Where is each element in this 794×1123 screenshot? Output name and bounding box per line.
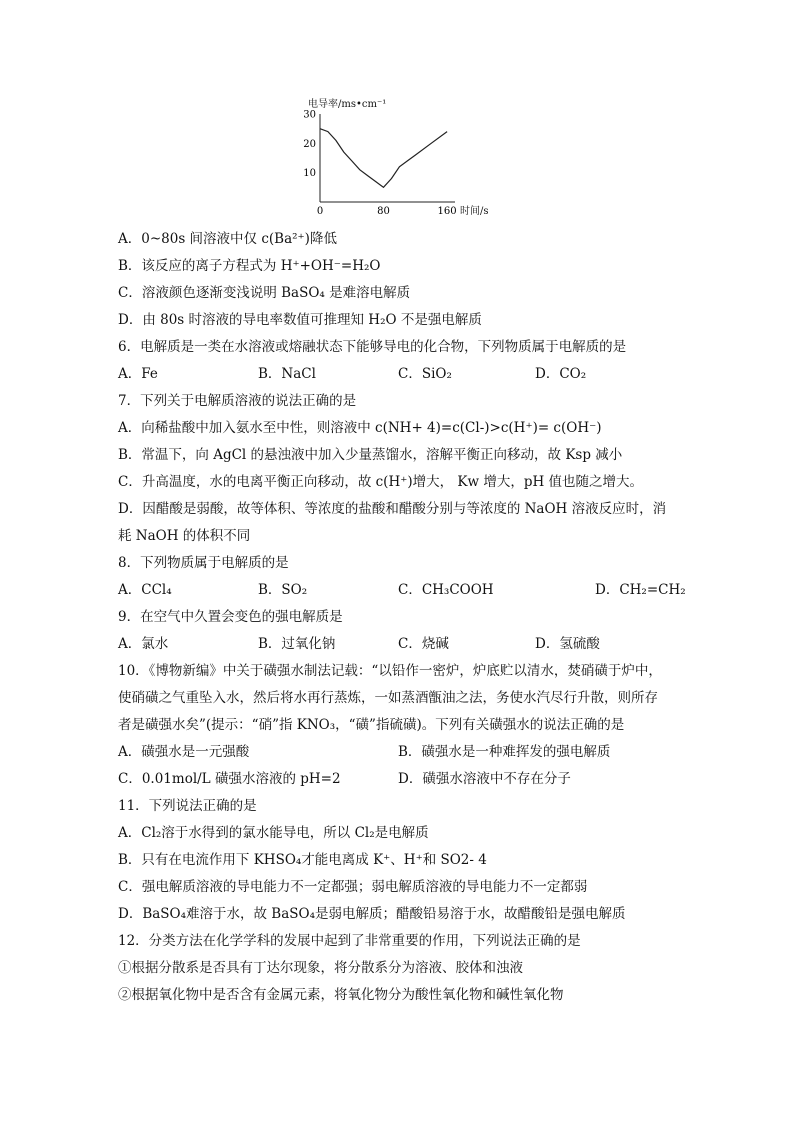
q10-stem-line2: 使硝磺之气重坠入水，然后将水再行蒸炼，一如蒸酒甑油之法，务使水汽尽行升散，则所存 <box>118 690 658 706</box>
q11-option-a: A．Cl₂溶于水得到的氯水能导电，所以 Cl₂是电解质 <box>118 825 429 841</box>
y-tick-label: 20 <box>303 138 316 150</box>
q6-option-a: A．Fe <box>118 366 158 382</box>
q10-option-b: B．磺强水是一种难挥发的强电解质 <box>398 744 611 760</box>
y-tick-label: 30 <box>303 109 316 121</box>
q9-stem: 9．在空气中久置会变色的强电解质是 <box>118 609 343 625</box>
q6-stem: 6．电解质是一类在水溶液或熔融状态下能够导电的化合物，下列物质属于电解质的是 <box>118 339 627 355</box>
q10-option-c: C．0.01mol/L 磺强水溶液的 pH=2 <box>118 771 341 787</box>
q12-stem: 12．分类方法在化学学科的发展中起到了非常重要的作用，下列说法正确的是 <box>118 933 581 949</box>
q8-option-b: B．SO₂ <box>258 582 308 598</box>
q10-option-d: D．磺强水溶液中不存在分子 <box>398 771 571 787</box>
x-tick-label: 160 <box>437 206 457 217</box>
q12-statement-2: ②根据氧化物中是否含有金属元素，将氧化物分为酸性氧化物和碱性氧化物 <box>118 987 564 1003</box>
q8-stem: 8．下列物质属于电解质的是 <box>118 555 289 571</box>
chart-y-label: 电导率/ms•cm⁻¹ <box>308 99 387 110</box>
q8-option-d: D．CH₂=CH₂ <box>595 582 686 598</box>
x-tick-label: 0 <box>316 206 324 217</box>
q10-stem-line3: 者是磺强水矣”(提示：“硝”指 KNO₃，“磺”指硫磺)。下列有关磺强水的说法正确的是 <box>118 717 625 733</box>
q6-option-b: B．NaCl <box>258 366 316 382</box>
x-tick-label: 80 <box>377 206 390 217</box>
q6-option-c: C．SiO₂ <box>398 366 452 382</box>
q10-stem-line1: 10．《博物新编》中关于磺强水制法记载：“以铅作一密炉，炉底贮以清水，焚硝磺于炉中， <box>118 663 662 679</box>
q11-option-b: B．只有在电流作用下 KHSO₄才能电离成 K⁺、H⁺和 SO2- 4 <box>118 852 487 868</box>
q12-statement-1: ①根据分散系是否具有丁达尔现象，将分散系分为溶液、胶体和浊液 <box>118 960 523 976</box>
q9-option-a: A．氯水 <box>118 636 169 652</box>
conductivity-chart <box>290 92 510 222</box>
q9-option-c: C．烧碱 <box>398 636 449 652</box>
q8-option-a: A．CCl₄ <box>118 582 172 598</box>
q11-option-c: C．强电解质溶液的导电能力不一定都强；弱电解质溶液的导电能力不一定都弱 <box>118 879 588 895</box>
q5-option-c: C．溶液颜色逐渐变浅说明 BaSO₄ 是难溶电解质 <box>118 285 411 301</box>
conductivity-series-line <box>320 129 447 188</box>
q7-stem: 7．下列关于电解质溶液的说法正确的是 <box>118 393 357 409</box>
q9-option-b: B．过氧化钠 <box>258 636 336 652</box>
q7-option-b: B．常温下，向 AgCl 的悬浊液中加入少量蒸馏水，溶解平衡正向移动，故 Ksp 减小 <box>118 447 623 463</box>
q10-option-a: A．磺强水是一元强酸 <box>118 744 250 760</box>
q6-option-d: D．CO₂ <box>535 366 587 382</box>
q11-option-d: D．BaSO₄难溶于水，故 BaSO₄是弱电解质；醋酸铅易溶于水，故醋酸铅是强电解质 <box>118 906 626 922</box>
q8-option-c: C．CH₃COOH <box>398 582 494 598</box>
chart-x-label: 时间/s <box>460 206 489 217</box>
q9-option-d: D．氢硫酸 <box>535 636 600 652</box>
q5-option-d: D．由 80s 时溶液的导电率数值可推理知 H₂O 不是强电解质 <box>118 312 482 328</box>
y-tick-label: 10 <box>303 168 316 180</box>
q7-option-d: D．因醋酸是弱酸，故等体积、等浓度的盐酸和醋酸分别与等浓度的 NaOH 溶液反应时，消 <box>118 501 667 517</box>
q5-option-b: B．该反应的离子方程式为 H⁺+OH⁻=H₂O <box>118 258 381 274</box>
q7-option-c: C．升高温度，水的电离平衡正向移动，故 c(H⁺)增大， Kw 增大，pH 值也随之增大。 <box>118 474 644 490</box>
q7-option-d-cont: 耗 NaOH 的体积不同 <box>118 528 251 544</box>
q11-stem: 11．下列说法正确的是 <box>118 798 257 814</box>
q7-option-a: A．向稀盐酸中加入氨水至中性，则溶液中 c(NH+ 4)=c(Cl-)>c(H⁺)= c(OH⁻) <box>118 420 602 436</box>
q5-option-a: A．0~80s 间溶液中仅 c(Ba²⁺)降低 <box>118 231 337 247</box>
